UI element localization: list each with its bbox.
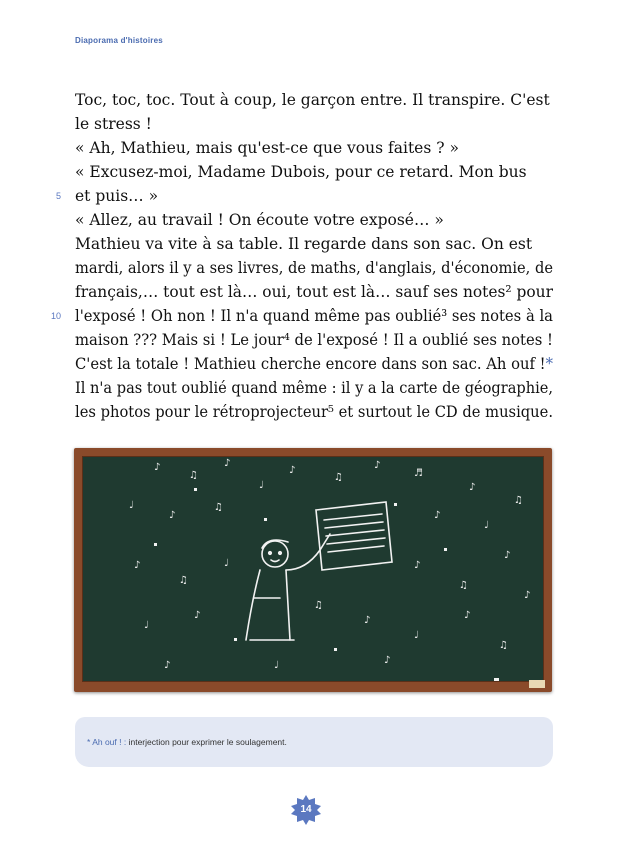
footnote-text: interjection pour exprimer le soulagement. [126,737,287,747]
svg-text:♫: ♫ [334,472,343,483]
svg-text:♪: ♪ [374,460,381,471]
svg-text:♫: ♫ [179,575,188,586]
chalk-drawing [74,448,552,692]
svg-text:♬: ♬ [414,468,423,479]
page-number: 14 [300,804,312,815]
story-line-text [75,256,553,280]
svg-text:♫: ♫ [214,502,223,513]
story-line-text [75,232,532,256]
svg-text:♫: ♫ [514,495,523,506]
line-number: 10 [50,311,61,321]
story-line [55,184,553,208]
story-line-content: les photos pour le rétroprojecteur⁵ et surtout le CD de musique. [75,403,553,421]
svg-text:♫: ♫ [499,640,508,651]
story-line [75,352,553,376]
story-line-text [75,184,158,208]
svg-text:♪: ♪ [289,465,296,476]
svg-text:♪: ♪ [464,610,471,621]
footnote-box [75,717,553,767]
story-line-text [75,352,553,376]
story-line-text [75,112,152,136]
svg-text:♩: ♩ [484,520,489,531]
svg-text:♪: ♪ [504,550,511,561]
story-line-text [75,280,553,304]
story-line-content: Mathieu va vite à sa table. Il regarde dans son sac. On est [75,235,533,253]
story-line [75,256,553,280]
svg-text:♩: ♩ [259,480,264,491]
story-line [75,232,553,256]
svg-text:♪: ♪ [469,482,476,493]
story-line [75,160,553,184]
story-line [75,136,553,160]
story-line-content: Il n'a pas tout oublié quand même : il y a la carte de géographie, [75,379,553,397]
story-line-content: Toc, toc, toc. Tout à coup, le garçon entre. Il transpire. C'est [75,91,550,109]
svg-text:♩: ♩ [129,500,134,511]
footnote-label: * Ah ouf ! : [87,737,127,747]
running-header: Diaporama d'histoires [75,36,163,45]
story-line [75,376,553,400]
svg-text:♪: ♪ [524,590,531,601]
svg-text:♪: ♪ [164,660,171,671]
story-line [75,88,553,112]
svg-text:♪: ♪ [434,510,441,521]
footnote [87,737,287,747]
story-line-content: C'est la totale ! Mathieu cherche encore dans son sac. Ah ouf ! [75,355,546,373]
svg-text:♩: ♩ [274,660,279,671]
story-line-content: maison ??? Mais si ! Le jour⁴ de l'exposé ! Il a oublié ses notes ! [75,331,553,349]
story-line-text [75,160,527,184]
story-line-content: le stress ! [75,115,152,133]
story-line-content: l'exposé ! Oh non ! Il n'a quand même pas oublié³ ses notes à la [75,307,553,325]
story-line [75,400,553,424]
story-line-content: et puis… » [75,187,159,205]
svg-text:♫: ♫ [314,600,323,611]
story-line [75,112,553,136]
story-line-text [75,376,553,400]
chalkboard-illustration [74,448,552,692]
story-line-content: mardi, alors il y a ses livres, de maths, d'anglais, d'économie, de [75,259,553,277]
svg-text:♩: ♩ [224,558,229,569]
story-line [75,328,553,352]
svg-text:♪: ♪ [169,510,176,521]
line-number: 5 [55,191,61,201]
svg-text:♪: ♪ [384,655,391,666]
story-line-text [75,208,444,232]
story-line-content: français,… tout est là… oui, tout est là… sauf ses notes² pour [75,283,553,301]
page-number-badge [290,794,322,826]
svg-text:♩: ♩ [414,630,419,641]
story-line-content: « Allez, au travail ! On écoute votre exposé… » [75,211,444,229]
footnote-marker: * [545,355,553,373]
story-line-text [75,136,459,160]
svg-text:♪: ♪ [364,615,371,626]
svg-text:♩: ♩ [144,620,149,631]
story-line [50,304,553,328]
svg-text:♫: ♫ [459,580,468,591]
story-line-content: « Excusez-moi, Madame Dubois, pour ce retard. Mon bus [75,163,527,181]
story-line-text [75,88,550,112]
story-line [75,280,553,304]
story-line-text [75,328,553,352]
svg-text:♪: ♪ [194,610,201,621]
story-line-text [75,400,553,424]
story-text [50,88,553,424]
svg-text:♪: ♪ [134,560,141,571]
svg-text:♪: ♪ [224,458,231,469]
story-line [75,208,553,232]
story-line-content: « Ah, Mathieu, mais qu'est-ce que vous faites ? » [75,139,459,157]
svg-text:♪: ♪ [154,462,161,473]
story-line-text [75,304,553,328]
svg-text:♫: ♫ [189,470,198,481]
svg-text:♪: ♪ [414,560,421,571]
